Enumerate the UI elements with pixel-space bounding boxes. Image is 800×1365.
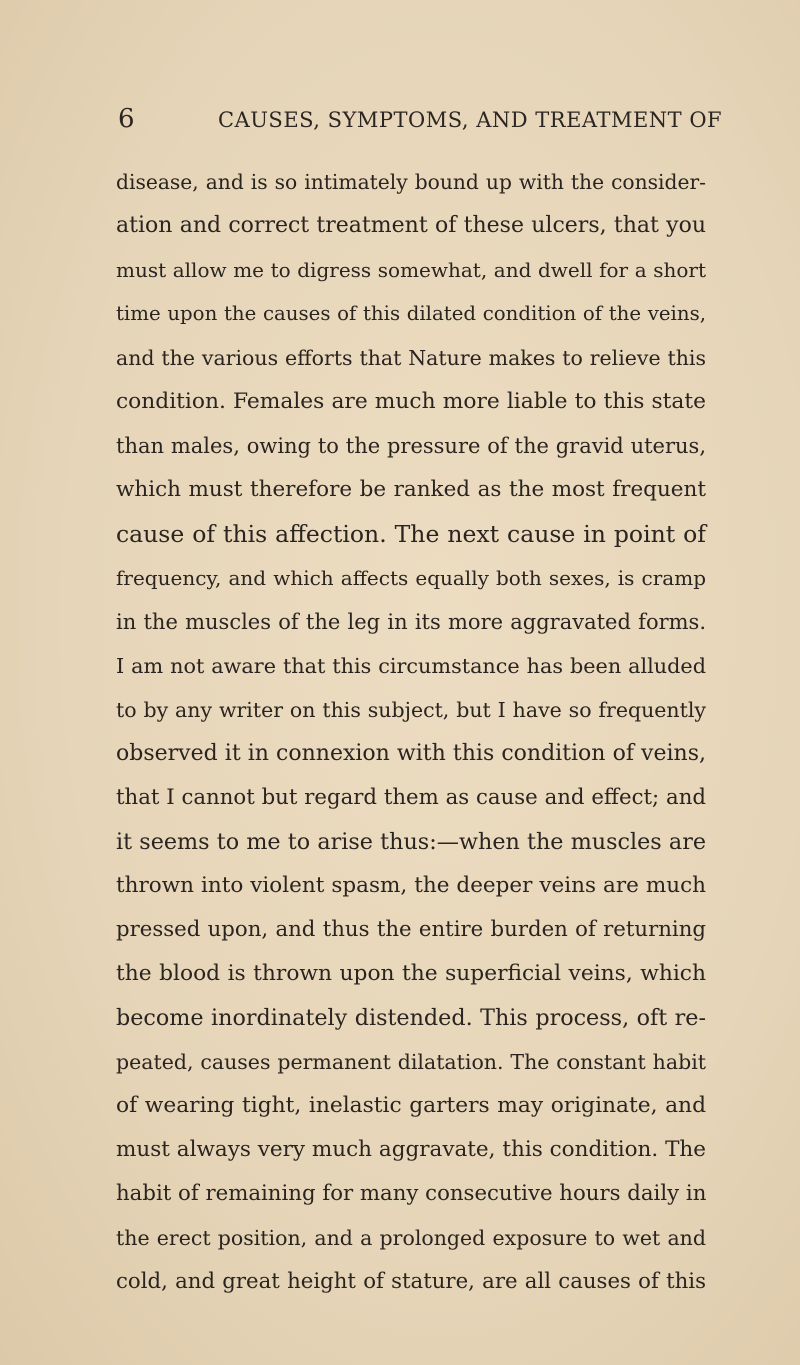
text-line: to by any writer on this subject, but I have so frequently <box>116 698 706 722</box>
text-line: must allow me to digress somewhat, and dwell for a short <box>116 258 706 282</box>
running-head <box>118 104 723 144</box>
page-number: 6 <box>118 104 136 134</box>
text-line: condition. Females are much more liable to this state <box>116 389 706 414</box>
text-line: than males, owing to the pressure of the gravid uterus, <box>116 434 706 458</box>
text-line: habit of remaining for many consecutive hours daily in <box>116 1181 707 1206</box>
text-line: which must therefore be ranked as the most frequent <box>116 477 706 502</box>
text-line: I am not aware that this circumstance has been alluded <box>116 654 706 678</box>
text-line: the blood is thrown upon the superficial veins, which <box>116 961 706 986</box>
text-line: time upon the causes of this dilated condition of the veins, <box>116 302 706 325</box>
text-line: of wearing tight, inelastic garters may originate, and <box>116 1093 706 1118</box>
text-line: that I cannot but regard them as cause and effect; and <box>116 785 706 810</box>
text-line: cold, and great height of stature, are all causes of this <box>116 1269 706 1294</box>
text-line: and the various efforts that Nature makes to relieve this <box>116 346 706 370</box>
body-text <box>116 160 706 1304</box>
text-line: thrown into violent spasm, the deeper veins are much <box>116 873 706 898</box>
text-line: must always very much aggravate, this condition. The <box>116 1137 706 1162</box>
text-line: frequency, and which affects equally both sexes, is cramp <box>116 566 706 590</box>
text-line: cause of this affection. The next cause in point of <box>116 520 706 548</box>
text-line: peated, causes permanent dilatation. The constant habit <box>116 1050 706 1074</box>
text-line: in the muscles of the leg in its more aggravated forms. <box>116 610 706 634</box>
text-line: the erect position, and a prolonged exposure to wet and <box>116 1226 706 1250</box>
text-line: ation and correct treatment of these ulcers, that you <box>116 213 706 238</box>
running-head-title: CAUSES, SYMPTOMS, AND TREATMENT OF <box>218 108 723 132</box>
text-line: pressed upon, and thus the entire burden of returning <box>116 917 706 942</box>
text-line: observed it in connexion with this condition of veins, <box>116 741 706 766</box>
text-line: disease, and is so intimately bound up with the consider- <box>116 170 706 194</box>
text-line: become inordinately distended. This process, oft re- <box>116 1005 706 1031</box>
text-line: it seems to me to arise thus:—when the muscles are <box>116 829 706 855</box>
